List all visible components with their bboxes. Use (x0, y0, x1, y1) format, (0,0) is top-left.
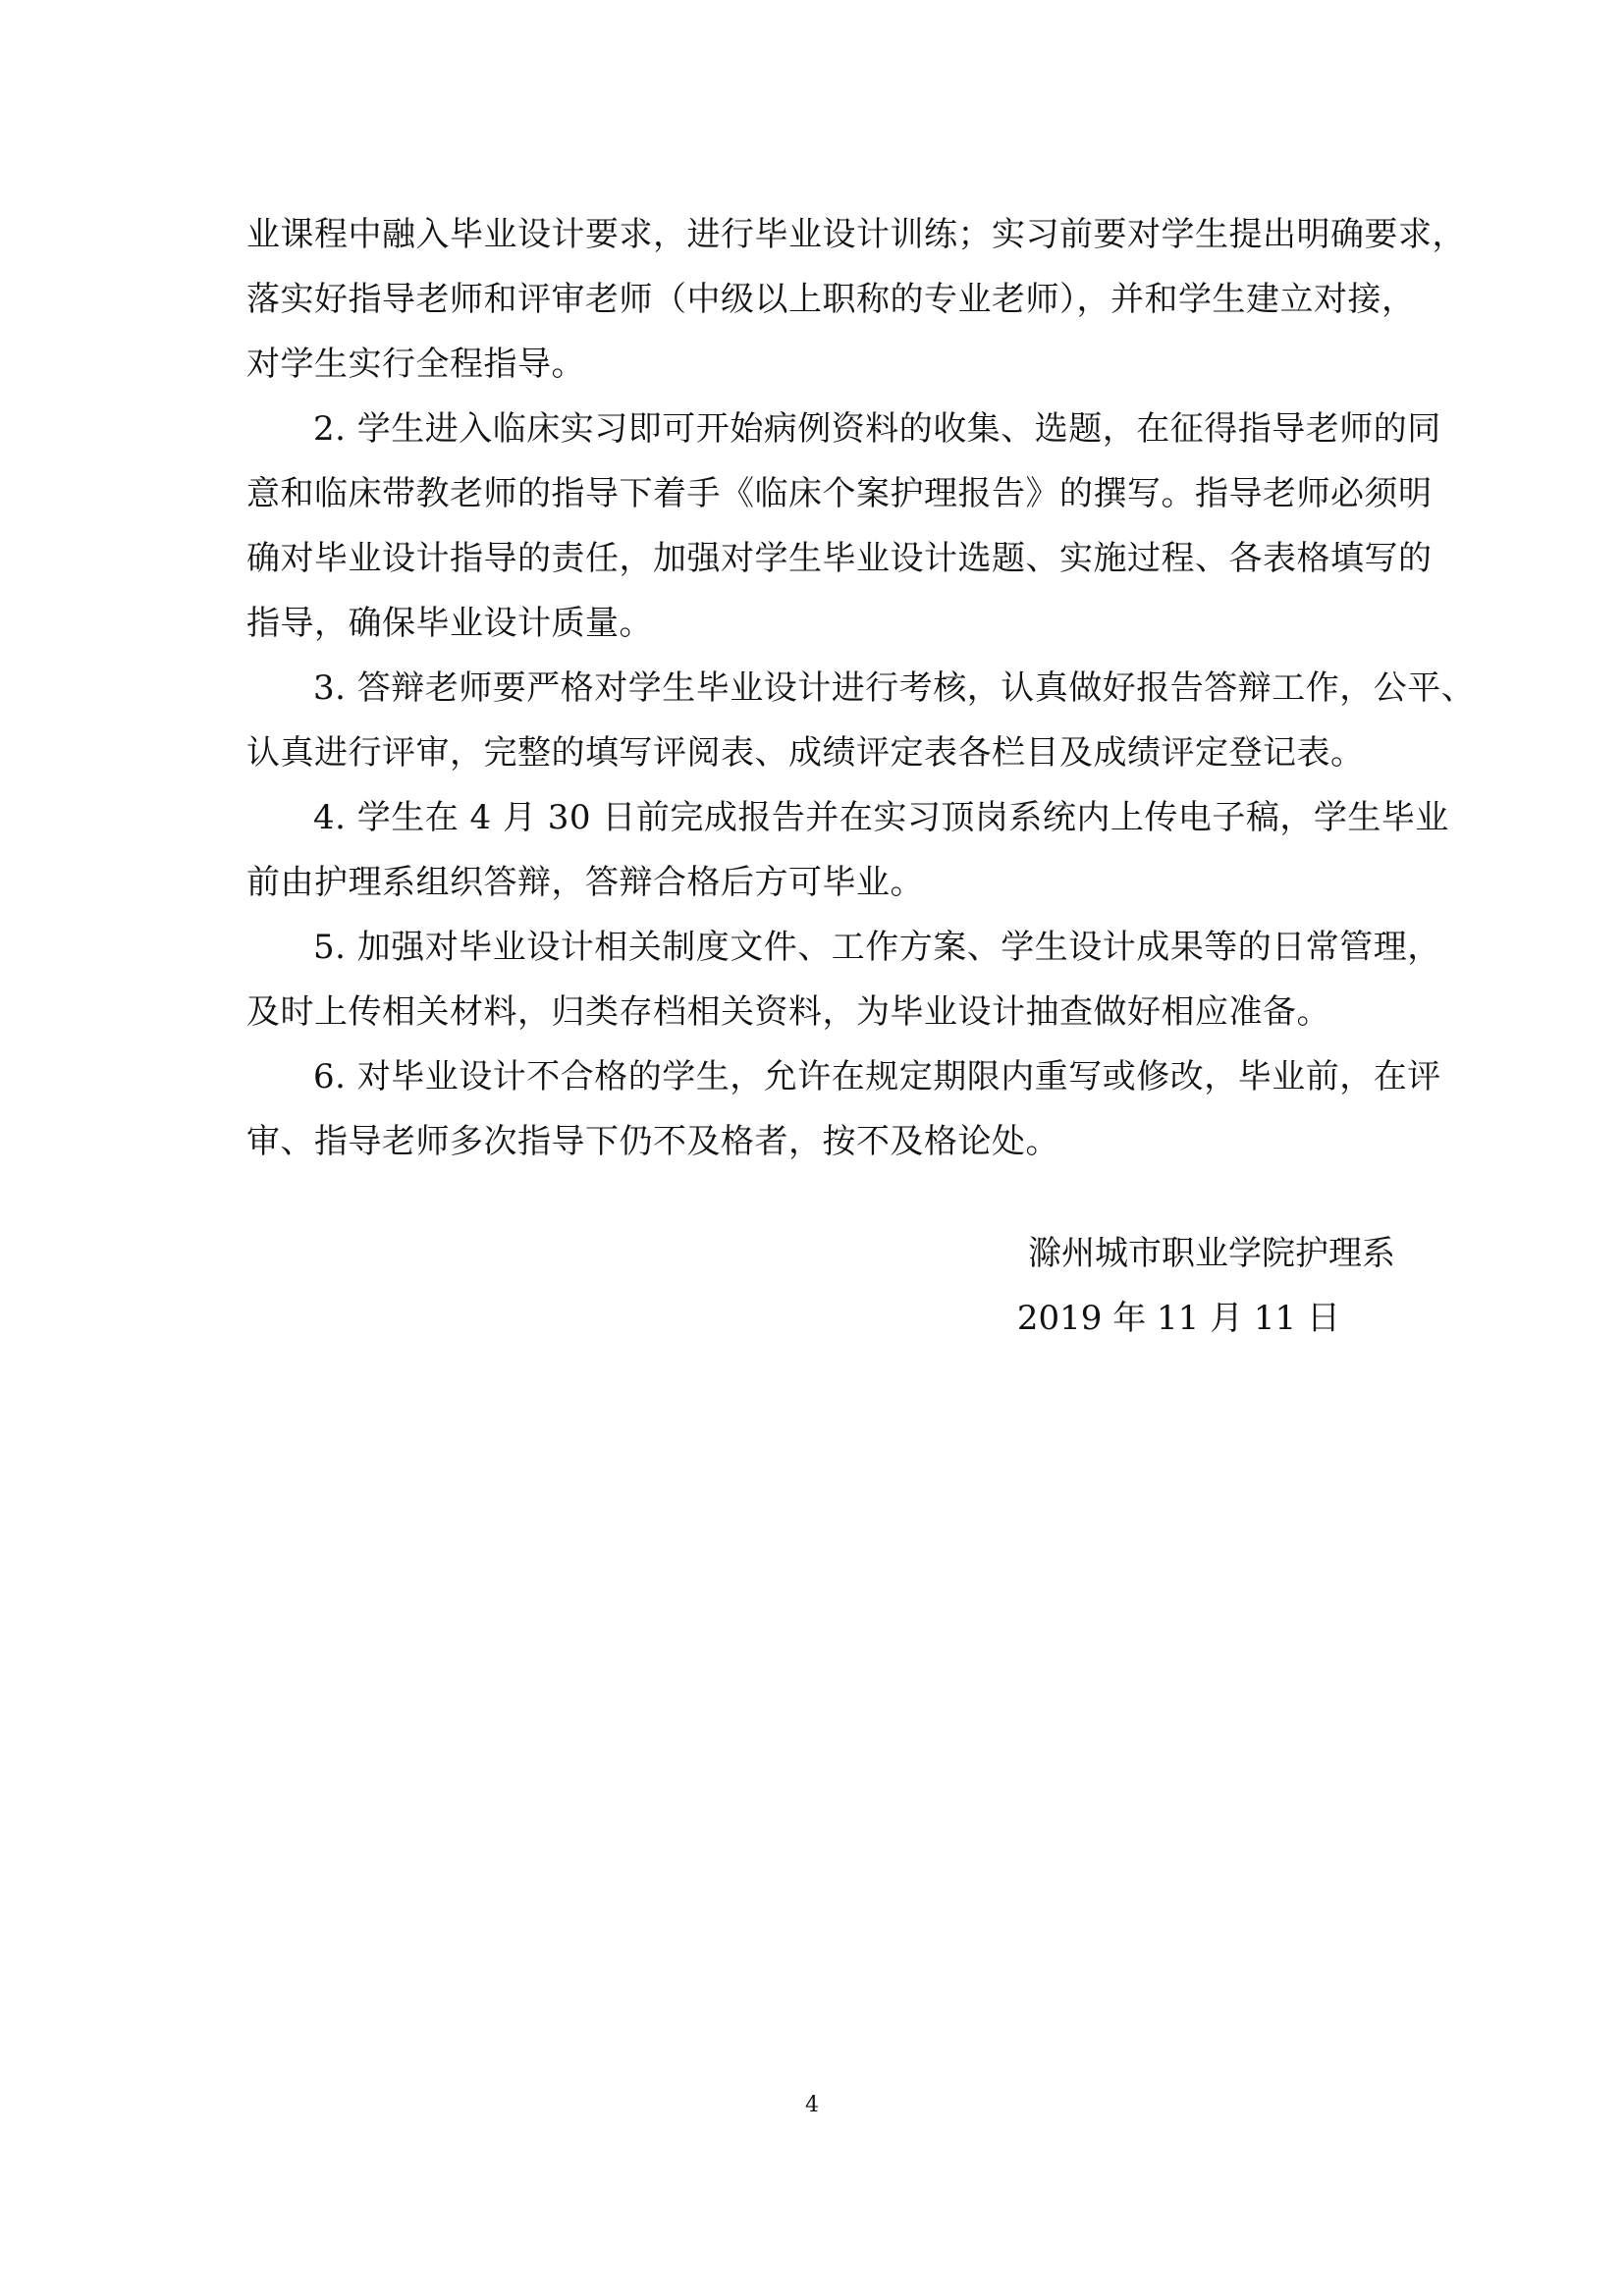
text-line: 指导，确保毕业设计质量。 (246, 604, 653, 643)
signature-organization: 滁州城市职业学院护理系 (1028, 1234, 1395, 1273)
text-line: 对学生实行全程指导。 (246, 345, 585, 384)
text-line: 3. 答辩老师要严格对学生毕业设计进行考核，认真做好报告答辩工作，公平、 (313, 668, 1476, 708)
text-line: 审、指导老师多次指导下仍不及格者，按不及格论处。 (246, 1122, 1059, 1161)
text-line: 及时上传相关材料，归类存档相关资料，为毕业设计抽查做好相应准备。 (246, 992, 1330, 1032)
page-number: 4 (805, 2093, 819, 2117)
signature-date: 2019 年 11 月 11 日 (1016, 1299, 1340, 1338)
signature-block (982, 1221, 1395, 1351)
text-line: 前由护理系组织答辩，答辩合格后方可毕业。 (246, 863, 924, 902)
text-line: 认真进行评审，完整的填写评阅表、成绩评定表各栏目及成绩评定登记表。 (246, 733, 1365, 773)
text-line: 确对毕业设计指导的责任，加强对学生毕业设计选题、实施过程、各表格填写的 (246, 539, 1433, 578)
document-body (246, 202, 1476, 1174)
text-line: 意和临床带教老师的指导下着手《临床个案护理报告》的撰写。指导老师必须明 (246, 474, 1433, 513)
text-line: 业课程中融入毕业设计要求，进行毕业设计训练；实习前要对学生提出明确要求， (246, 215, 1466, 254)
text-line: 4. 学生在 4 月 30 日前完成报告并在实习顶岗系统内上传电子稿，学生毕业 (313, 798, 1449, 837)
text-line: 6. 对毕业设计不合格的学生，允许在规定期限内重写或修改，毕业前，在评 (313, 1057, 1441, 1096)
text-line: 落实好指导老师和评审老师（中级以上职称的专业老师），并和学生建立对接， (246, 280, 1416, 319)
text-line: 5. 加强对毕业设计相关制度文件、工作方案、学生设计成果等的日常管理， (313, 928, 1441, 967)
text-line: 2. 学生进入临床实习即可开始病例资料的收集、选题，在征得指导老师的同 (313, 409, 1441, 449)
